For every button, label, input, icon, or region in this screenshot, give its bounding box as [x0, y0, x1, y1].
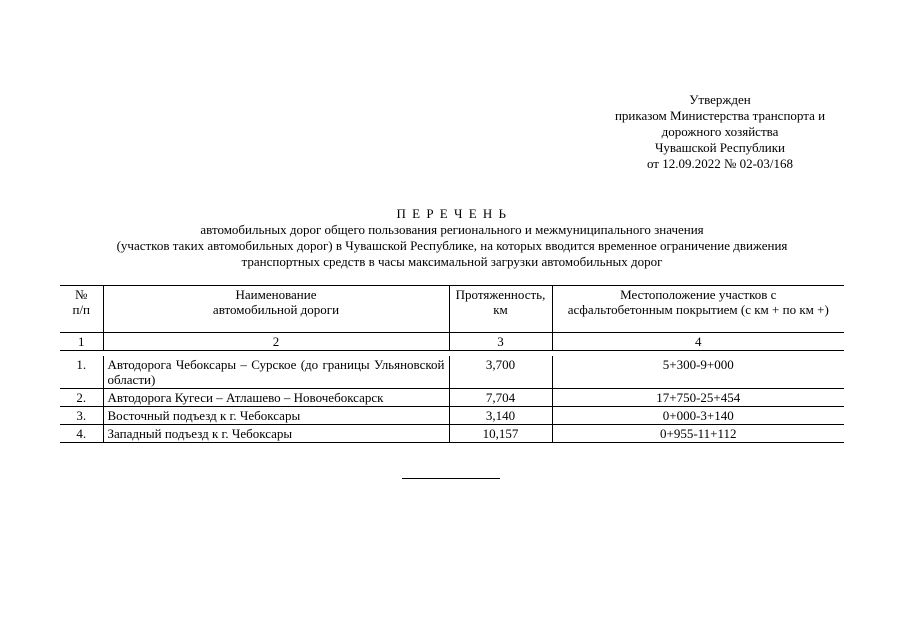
title-line: (участков таких автомобильных дорог) в Чувашской Республике, на которых вводится временное ограничение движения [116, 238, 788, 253]
header-location [552, 286, 844, 333]
header-length-line: км [493, 302, 508, 317]
header-num [60, 286, 103, 333]
table-row [60, 425, 844, 443]
end-divider [402, 478, 500, 479]
roads-table [60, 285, 844, 443]
column-number: 2 [103, 333, 449, 351]
table-row [60, 356, 844, 389]
header-length [449, 286, 552, 333]
table-header-row [60, 286, 844, 333]
row-location: 17+750-25+454 [552, 389, 844, 407]
title-heading: П Е Р Е Ч Е Н Ь [396, 206, 508, 221]
row-num: 4. [60, 425, 103, 443]
column-number: 1 [60, 333, 103, 351]
approval-line: приказом Министерства транспорта и [614, 108, 826, 123]
approval-line: Утвержден [689, 92, 751, 107]
title-line: транспортных средств в часы максимальной загрузки автомобильных дорог [241, 254, 663, 269]
row-num: 1. [60, 356, 103, 389]
approval-line: дорожного хозяйства [661, 124, 779, 139]
header-name-line: Наименование [235, 287, 317, 302]
approval-date-line: от 12.09.2022 № 02-03/168 [646, 156, 794, 171]
row-road-name: Западный подъезд к г. Чебоксары [103, 425, 449, 443]
row-location: 0+955-11+112 [552, 425, 844, 443]
header-num-line: № [75, 287, 88, 302]
header-name [103, 286, 449, 333]
column-number: 4 [552, 333, 844, 351]
header-num-line: п/п [72, 302, 91, 317]
title-line: автомобильных дорог общего пользования регионального и межмуниципального значения [200, 222, 704, 237]
row-num: 2. [60, 389, 103, 407]
row-length: 7,704 [449, 389, 552, 407]
header-name-line: автомобильной дороги [212, 302, 340, 317]
row-length: 3,140 [449, 407, 552, 425]
row-length: 10,157 [449, 425, 552, 443]
header-location-line: асфальтобетонным покрытием (с км + по км +) [567, 302, 829, 317]
column-number: 3 [449, 333, 552, 351]
table-row [60, 407, 844, 425]
table-row [60, 389, 844, 407]
row-road-name: Автодорога Кугеси – Атлашево – Новочебоксарск [103, 389, 449, 407]
header-length-line: Протяженность, [455, 287, 546, 302]
document-title [60, 206, 844, 270]
row-road-name: Автодорога Чебоксары – Сурское (до границы Ульяновской области) [103, 356, 449, 389]
column-number-row [60, 333, 844, 351]
row-location: 5+300-9+000 [552, 356, 844, 389]
row-location: 0+000-3+140 [552, 407, 844, 425]
row-road-name: Восточный подъезд к г. Чебоксары [103, 407, 449, 425]
approval-line: Чувашской Республики [654, 140, 786, 155]
approval-block [600, 92, 840, 172]
header-location-line: Местоположение участков с [620, 287, 777, 302]
row-length: 3,700 [449, 356, 552, 389]
row-num: 3. [60, 407, 103, 425]
